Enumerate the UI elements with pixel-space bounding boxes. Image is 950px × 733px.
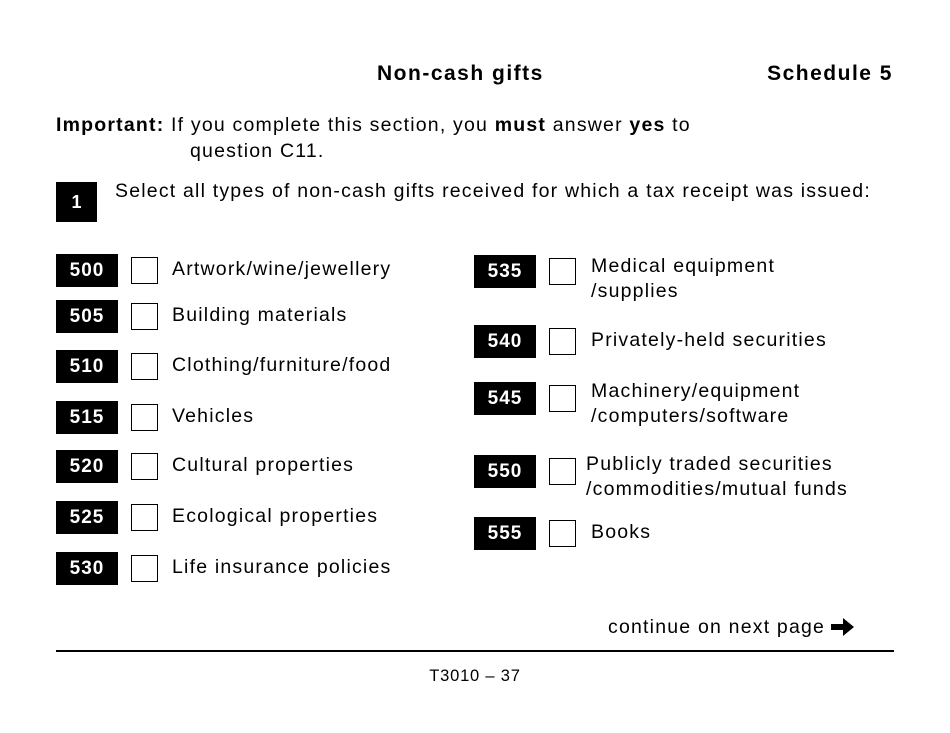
- code-500: 500: [56, 254, 118, 287]
- checkbox-520[interactable]: [131, 453, 158, 480]
- code-520: 520: [56, 450, 118, 483]
- important-text-1: If you complete this section, you: [164, 114, 495, 136]
- label-515: Vehicles: [172, 405, 255, 427]
- code-530: 530: [56, 552, 118, 585]
- label-500: Artwork/wine/jewellery: [172, 258, 392, 280]
- important-note: [56, 112, 691, 164]
- important-text-line2: question C11.: [190, 140, 325, 162]
- checkbox-540[interactable]: [549, 328, 576, 355]
- checkbox-530[interactable]: [131, 555, 158, 582]
- code-550: 550: [474, 455, 536, 488]
- code-540: 540: [474, 325, 536, 358]
- footer-rule: [56, 650, 894, 652]
- continue-text: continue on next page: [608, 615, 826, 638]
- label-540: Privately-held securities: [591, 329, 827, 351]
- label-545-line1: Machinery/equipment: [591, 380, 801, 402]
- label-545: [591, 379, 800, 429]
- checkbox-525[interactable]: [131, 504, 158, 531]
- question-number: 1: [56, 182, 97, 222]
- important-label: Important:: [56, 114, 165, 136]
- code-555: 555: [474, 517, 536, 550]
- checkbox-515[interactable]: [131, 404, 158, 431]
- section-title: Non-cash gifts: [377, 62, 544, 85]
- label-520: Cultural properties: [172, 454, 355, 476]
- label-535-line1: Medical equipment: [591, 255, 776, 277]
- label-530: Life insurance policies: [172, 556, 392, 578]
- important-text-2: answer: [546, 114, 630, 136]
- checkbox-545[interactable]: [549, 385, 576, 412]
- code-545: 545: [474, 382, 536, 415]
- label-535: [591, 254, 775, 304]
- checkbox-500[interactable]: [131, 257, 158, 284]
- continue-link[interactable]: [608, 615, 856, 639]
- label-545-line2: /computers/software: [591, 405, 790, 427]
- important-text-3: to: [665, 114, 691, 136]
- question-text: Select all types of non-cash gifts received for which a tax receipt was issued:: [115, 180, 871, 202]
- schedule-label: Schedule 5: [767, 62, 893, 85]
- label-505: Building materials: [172, 304, 348, 326]
- yes-word: yes: [629, 114, 666, 136]
- label-550: [586, 452, 848, 502]
- checkbox-510[interactable]: [131, 353, 158, 380]
- checkbox-550[interactable]: [549, 458, 576, 485]
- label-525: Ecological properties: [172, 505, 379, 527]
- code-525: 525: [56, 501, 118, 534]
- checkbox-535[interactable]: [549, 258, 576, 285]
- checkbox-555[interactable]: [549, 520, 576, 547]
- code-535: 535: [474, 255, 536, 288]
- code-510: 510: [56, 350, 118, 383]
- label-555: Books: [591, 521, 652, 543]
- code-515: 515: [56, 401, 118, 434]
- label-510: Clothing/furniture/food: [172, 354, 392, 376]
- label-535-line2: /supplies: [591, 280, 679, 302]
- checkbox-505[interactable]: [131, 303, 158, 330]
- label-550-line1: Publicly traded securities: [586, 453, 833, 475]
- must-word: must: [494, 114, 547, 136]
- page-number: T3010 – 37: [429, 667, 521, 685]
- label-550-line2: /commodities/mutual funds: [586, 478, 848, 500]
- code-505: 505: [56, 300, 118, 333]
- arrow-right-icon: [829, 615, 856, 639]
